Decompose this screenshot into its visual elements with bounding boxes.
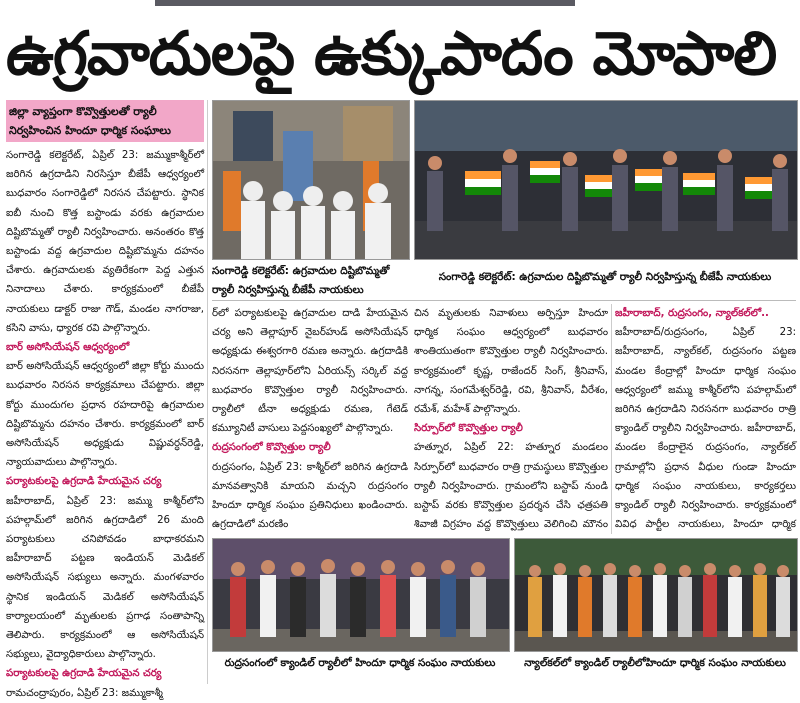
col4-heading-zaheerabad: జహీరాబాద్, రుద్రసంగం, న్యాల్‌కల్‌లో.. (615, 308, 769, 319)
photo-flag-rally-caption: సంగారెడ్డి కలెక్టరేట్: ఉగ్రవాదుల దిష్టిబొమ్మతో ర్యాలీ నిర్వహిస్తున్న బీజేపీ నాయకులు (414, 268, 796, 290)
col3-heading-sirpur: సిర్పూర్‌లో కొవ్వొత్తుల ర్యాలీ (414, 423, 523, 435)
col2-paragraph-2: రుద్రసంగం, ఏప్రిల్ 23: కాశ్మీర్‌లో జరిగిన ఉగ్రదాడి మానవత్వానికి మాయని మచ్చని రుద్రసంగం హిందూ ధార్మిక సంఘం ప్రతినిధులు ఖండించారు. ఉగ్రదాడిలో మరణిం (212, 461, 408, 531)
col1-heading-tourist-attack-2: పర్యాటకులపై ఉగ్రదాడి హేయమైన చర్య (6, 668, 162, 680)
col2-heading-rudrasangam: రుద్రసంగంలో కొవ్వొత్తుల ర్యాలీ (212, 442, 331, 454)
col1-heading-tourist-attack: పర్యాటకులపై ఉగ్రదాడి హేయమైన చర్య (6, 476, 162, 488)
photo-candle-rally-nyalkal (514, 538, 798, 652)
column-divider (611, 304, 612, 534)
article-subhead (6, 100, 204, 142)
photo-candle-rally-nyalkal-caption: న్యాల్‌కల్‌లో క్యాండిల్ ర్యాలీలోహిందూ ధార్మిక సంఘం నాయకులు (514, 654, 796, 676)
photo-effigy-rally-caption: సంగారెడ్డి కలెక్టరేట్: ఉగ్రవాదుల దిష్టిబొమ్మతో ర్యాలీ నిర్వహిస్తున్న బీజేపీ నాయకులు (212, 262, 408, 302)
photo-flag-rally-image (415, 101, 797, 259)
col1-heading-bar-association: బార్ అసోసియేషన్ ఆధ్వర్యంలో (6, 342, 130, 354)
article-column-1 (6, 100, 204, 699)
photo-candle-rally-rudrasangam-caption: రుద్రసంగంలో క్యాండిల్ ర్యాలీలో హిందూ ధార్మిక సంఘం నాయకులు (212, 654, 508, 676)
top-color-strip (155, 0, 575, 6)
subhead-line-2: నిర్వహించిన హిందూ ధార్మిక సంఘాలు (9, 124, 171, 137)
col2-paragraph-1: ర్‌లో పర్యాటకులపై ఉగ్రవాదుల దాడి హేయమైన చర్య అని తెల్లాపూర్ నైబర్‌హుడ్ అసోసియేషన్ అధ్యక్షుడు ఈశ్వరగారి రమణ అన్నారు. ఉగ్రదాడికి నిరసనగా తెల్లాపూర్‌లోని ఏరియన్స్ సర్కిల్ వద్ద బుధవారం కొవ్వొత్తుల ర్యాలీ నిర్వహించారు. ర్యాలీలో టీనా అధ్యక్షుడు రమణ, గేటెడ్ కమ్యూనిటీ వాసులు పెద్దసంఖ్యలో పాల్గొన్నారు. (212, 308, 408, 435)
col1-paragraph-2: బార్ అసోసియేషన్ ఆధ్వర్యంలో జిల్లా కోర్టు ముందు బుధవారం నిరసన కార్యక్రమాలు చేపట్టారు. జిల్లా కోర్టు ముందుగల ప్రధాన రహదారిపై ఉగ్రవాదుల దిష్టిబొమ్మను దహనం చేశారు. కార్యక్రమంలో బార్ అసోసియేషన్ అధ్యక్షుడు విష్ణువర్ధన్‌రెడ్డి, న్యాయవాదులు పాల్గొన్నారు. (6, 361, 204, 469)
col4-paragraph-1: జహీరాబాద్/రుద్రసంగం, ఏప్రిల్ 23: జహీరాబాద్, న్యాల్‌కల్, రుద్రసంగం పట్టణ మండల కేంద్రాల్లో హిందూ ధార్మిక సంఘం ఆధ్వర్యంలో జమ్ము కాశ్మీర్‌లోని పహల్గామ్‌లో జరిగిన ఉగ్రదాడిని నిరసనగా బుధవారం రాత్రి క్యాండిల్ ర్యాలీని నిర్వహించారు. జహీరాబాద్, మండల కేంద్రాలైన రుద్రసంగం, న్యాల్‌కల్ గ్రామాల్లోని ప్రధాన వీధుల గుండా హిందూ ధార్మిక సంఘం నాయకులు, కార్యకర్తలు క్యాండిల్ ర్యాలీ నిర్వహించారు. కార్యక్రమంలో వివిధ పార్టీల నాయకులు, హిందూ ధార్మిక (615, 327, 796, 531)
photo-effigy-rally (212, 100, 410, 260)
col1-paragraph-4: రామచంద్రాపురం, ఏప్రిల్ 23: జమ్ముకాశ్మీ (6, 687, 163, 699)
article-column-2 (212, 304, 408, 534)
photo-flag-rally (414, 100, 798, 260)
article-column-3 (414, 304, 608, 534)
column-divider (207, 100, 208, 684)
photo-candle-rally-rudrasangam (212, 538, 510, 652)
col1-paragraph-1: సంగారెడ్డి కలెక్టరేట్, ఏప్రిల్ 23: జమ్ముకాశ్మీర్‌లో జరిగిన ఉగ్రదాడిని నిరసిస్తూ బీజేపీ ఆధ్వర్యంలో బుధవారం సంగారెడ్డిలో నిరసన చేపట్టారు. స్థానిక ఐబీ నుంచి కొత్త బస్టాండు వరకు ఉగ్రవాదుల దిష్టిబొమ్మతో ర్యాలీ నిర్వహించారు. అనంతరం కొత్త బస్టాండు వద్ద ఉగ్రవాదుల దిష్టిబొమ్మను దహనం చేశారు. ఉగ్రవాదులకు వ్యతిరేకంగా పెద్ద ఎత్తున నినాదాలు చేశారు. కార్యక్రమంలో బీజేపీ నాయకులు డాక్టర్ రాజు గౌడ్, మండల నాగరాజు, కసిని వాసు, ధ్యారక రవి పాల్గొన్నారు. (6, 150, 204, 334)
subhead-line-1: జిల్లా వ్యాప్తంగా కొవ్వొత్తులతో ర్యాలీ (9, 105, 157, 118)
photo-candle-rally-rudrasangam-image (213, 539, 509, 651)
col1-paragraph-3: జహీరాబాద్, ఏప్రిల్ 23: జమ్ము కాశ్మీర్‌లోని పహల్గామ్‌లో జరిగిన ఉగ్రదాడిలో 26 మంది పర్యాటకులు చనిపోవడం బాధాకరమని జహీరాబాద్ పట్టణ ఇండియన్ మెడికల్ అసోసియేషన్ సభ్యులు అన్నారు. మంగళవారం స్థానిక ఇండియన్ మెడికల్ అసోసియేషన్ కార్యాలయంలో మృతులకు ప్రగాఢ సంతాపాన్ని తెలిపారు. కార్యక్రమంలో ఆ అసోసియేషన్ సభ్యులు, వైద్యాధికారులు పాల్గొన్నారు. (6, 495, 204, 661)
col3-paragraph-2: హత్నూర, ఏప్రిల్ 22: హత్నూర మండలం సిర్పూర్‌లో బుధవారం రాత్రి గ్రామస్థులు కొవ్వొత్తుల ర్యాలీ నిర్వహించారు. గ్రామంలోని బస్టాప్ నుండి బస్టాప్ వరకు కొవ్వొత్తుల ప్రదర్శన చేసి ఛత్రపతి శివాజీ విగ్రహం వద్ద కొవ్వొత్తులు వెలిగించి మౌనం (414, 442, 608, 531)
article-column-4 (615, 304, 796, 534)
photo-effigy-rally-image (213, 101, 409, 259)
photo-candle-rally-nyalkal-image (515, 539, 797, 651)
page-headline: ఉగ్రవాదులపై ఉక్కుపాదం మోపాలి (6, 19, 777, 89)
horizontal-divider (212, 300, 796, 301)
col3-paragraph-1: చిన మృతులకు నివాళులు అర్పిస్తూ హిందూ ధార్మిక సంఘం ఆధ్వర్యంలో బుధవారం శాంతియుతంగా కొవ్వొత్తుల ర్యాలీ నిర్వహించారు. కార్యక్రమంలో కృష్ణ, రాజేందర్ సింగ్, శ్రీనివాస్, నాగన్న, సంగమేశ్వర్‌రెడ్డి, రవి, శ్రీనివాస్, వీరేశం, రమేశ్, మహేశ్ పాల్గొన్నారు. (414, 308, 608, 416)
